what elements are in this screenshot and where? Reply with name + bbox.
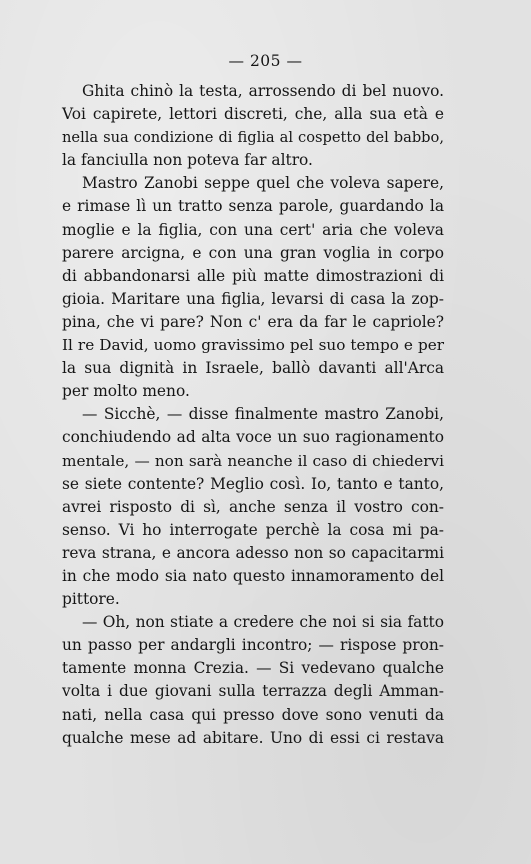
text-line: gioia. Maritare una figlia, levarsi di casa la zop- xyxy=(62,289,444,308)
text-line: la sua dignità in Israele, ballò davanti all'Arca xyxy=(62,359,444,378)
page-number: — 205 — xyxy=(228,52,303,70)
text-line: mentale, — non sarà neanche il caso di chiedervi xyxy=(62,451,444,470)
text-line: Voi capirete, lettori discreti, che, alla sua età e xyxy=(62,105,444,124)
text-line: nella sua condizione di figlia al cospetto del babbo, xyxy=(62,129,444,147)
text-line: qualche mese ad abitare. Uno di essi ci restava xyxy=(62,728,444,747)
text-line: pittore. xyxy=(62,590,120,609)
text-line: pina, che vi pare? Non c' era da far le capriole? xyxy=(62,312,444,331)
text-line: moglie e la figlia, con una cert' aria che voleva xyxy=(62,220,444,239)
text-line: in che modo sia nato questo innamoramento del xyxy=(62,566,444,585)
text-line: di abbandonarsi alle più matte dimostrazioni di xyxy=(62,266,444,285)
text-line: per molto meno. xyxy=(62,382,190,401)
text-line: se siete contente? Meglio così. Io, tanto e tanto, xyxy=(62,474,444,493)
text-line: e rimase lì un tratto senza parole, guardando la xyxy=(62,197,444,216)
text-line: — Oh, non stiate a credere che noi si sia fatto xyxy=(82,613,444,632)
text-line: la fanciulla non poteva far altro. xyxy=(62,151,313,170)
text-line: avrei risposto di sì, anche senza il vostro con- xyxy=(62,497,444,516)
text-line: Il re David, uomo gravissimo pel suo tempo e per xyxy=(62,336,444,355)
text-line: conchiudendo ad alta voce un suo ragionamento xyxy=(62,428,444,447)
text-line: volta i due giovani sulla terrazza degli Amman- xyxy=(62,682,444,701)
text-line: tamente monna Crezia. — Si vedevano qualche xyxy=(62,659,444,678)
text-line: — Sicchè, — disse finalmente mastro Zanobi, xyxy=(82,405,444,424)
text-line: reva strana, e ancora adesso non so capacitarmi xyxy=(62,543,444,562)
text-line: un passo per andargli incontro; — rispose pron- xyxy=(62,636,444,655)
text-line: parere arcigna, e con una gran voglia in corpo xyxy=(62,243,444,262)
text-line: senso. Vi ho interrogate perchè la cosa mi pa- xyxy=(62,520,444,539)
text-line: Ghita chinò la testa, arrossendo di bel nuovo. xyxy=(82,82,444,100)
text-line: Mastro Zanobi seppe quel che voleva sapere, xyxy=(82,174,444,193)
text-line: nati, nella casa qui presso dove sono venuti da xyxy=(62,705,444,724)
body-text xyxy=(62,80,444,750)
